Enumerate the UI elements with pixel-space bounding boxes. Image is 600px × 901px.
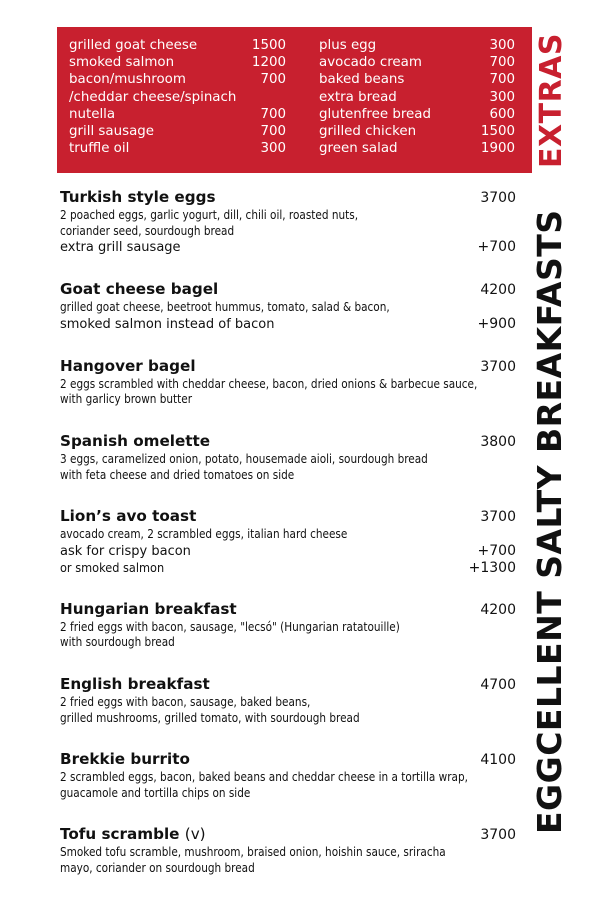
extra-name: grilled goat cheese xyxy=(69,38,198,53)
item-extra-label: extra grill sausage xyxy=(60,240,181,256)
extras-row xyxy=(69,89,286,106)
menu-item xyxy=(60,600,516,651)
menu-item xyxy=(60,825,516,876)
item-name: English breakfast xyxy=(60,674,210,693)
item-price: 3700 xyxy=(480,509,516,526)
item-extra-price: +700 xyxy=(477,239,516,256)
item-description: with feta cheese and dried tomatoes on side xyxy=(60,467,295,482)
extras-panel xyxy=(57,27,532,173)
extras-row xyxy=(319,106,515,123)
extras-row xyxy=(69,54,286,71)
menu-item xyxy=(60,507,516,576)
item-price: 4200 xyxy=(480,601,516,618)
extra-name: /cheddar cheese/spinach xyxy=(69,89,237,105)
item-price: 3700 xyxy=(480,358,516,375)
extra-name: grilled chicken xyxy=(319,124,417,140)
item-name: Brekkie burrito xyxy=(60,750,190,769)
item-extra-label: ask for crispy bacon xyxy=(60,543,191,559)
item-description: grilled goat cheese, beetroot hummus, tomato, salad & bacon, xyxy=(60,300,390,315)
extra-price: 1500 xyxy=(480,124,515,140)
item-extra-label: or smoked salmon xyxy=(60,559,165,575)
item-price: 4200 xyxy=(480,282,516,299)
extra-name: bacon/mushroom xyxy=(69,72,186,88)
item-description: 3 eggs, caramelized onion, potato, housemade aioli, sourdough bread xyxy=(60,451,428,466)
extra-name: avocado cream xyxy=(319,55,422,71)
item-description: guacamole and tortilla chips on side xyxy=(60,785,251,800)
item-name: Turkish style eggs xyxy=(60,188,216,206)
menu-item xyxy=(60,750,516,801)
item-name: Hangover bagel xyxy=(60,356,196,375)
item-description: 2 fried eggs with bacon, sausage, "lecsó" (Hungarian ratatouille) xyxy=(60,619,400,634)
item-price: 3800 xyxy=(480,433,516,450)
extras-row xyxy=(319,37,515,54)
extra-price: 300 xyxy=(489,38,515,53)
extra-price: 700 xyxy=(260,124,286,140)
item-price: 3700 xyxy=(480,190,516,206)
item-description: coriander seed, sourdough bread xyxy=(60,223,235,238)
item-extra-label: smoked salmon instead of bacon xyxy=(60,316,275,332)
extras-row xyxy=(69,106,286,123)
extra-name: truffle oil xyxy=(69,141,130,157)
extra-price: 1900 xyxy=(480,141,515,157)
extras-row xyxy=(319,71,515,88)
item-description: 2 scrambled eggs, bacon, baked beans and cheddar cheese in a tortilla wrap, xyxy=(60,770,468,785)
extra-name: glutenfree bread xyxy=(319,106,431,122)
extra-price: 1500 xyxy=(251,38,286,53)
menu-item xyxy=(60,675,516,726)
extras-row xyxy=(319,140,515,157)
menu-item xyxy=(60,280,516,333)
extra-price: 300 xyxy=(489,89,515,105)
extra-price: 700 xyxy=(489,55,515,71)
item-extra-price: +700 xyxy=(477,542,516,559)
extra-price: 300 xyxy=(260,141,286,157)
extra-name: extra bread xyxy=(319,89,397,105)
extras-row xyxy=(319,123,515,140)
vegan-tag: (v) xyxy=(184,825,206,844)
item-description: with sourdough bread xyxy=(60,635,175,650)
item-description: 2 poached eggs, garlic yogurt, dill, chili oil, roasted nuts, xyxy=(60,208,359,222)
extras-row xyxy=(319,54,515,71)
extra-name: baked beans xyxy=(319,72,405,88)
item-name: Hungarian breakfast xyxy=(60,599,237,618)
extras-row xyxy=(69,37,286,54)
item-price: 3700 xyxy=(480,827,516,844)
extras-row xyxy=(69,123,286,140)
breakfast-menu-list xyxy=(60,188,516,901)
item-description: 2 fried eggs with bacon, sausage, baked beans, xyxy=(60,694,311,709)
extra-name: green salad xyxy=(319,141,398,157)
item-description: 2 eggs scrambled with cheddar cheese, bacon, dried onions & barbecue sauce, xyxy=(60,376,478,391)
extra-name: smoked salmon xyxy=(69,55,175,71)
extra-name: grill sausage xyxy=(69,124,155,140)
item-name: Spanish omelette xyxy=(60,431,211,450)
menu-item xyxy=(60,432,516,483)
item-extra-price: +900 xyxy=(477,315,516,332)
extra-price: 600 xyxy=(489,106,515,122)
item-description: avocado cream, 2 scrambled eggs, italian hard cheese xyxy=(60,527,348,542)
extras-row xyxy=(319,89,515,106)
extras-row xyxy=(69,140,286,157)
section-title: EGGCELLENT SALTY BREAKFASTS xyxy=(530,209,569,834)
extra-price: 700 xyxy=(260,72,286,88)
item-name xyxy=(60,825,206,844)
item-description: mayo, coriander on sourdough bread xyxy=(60,860,255,875)
item-description: Smoked tofu scramble, mushroom, braised onion, hoishin sauce, sriracha xyxy=(60,845,446,860)
extra-name: nutella xyxy=(69,106,116,122)
extra-price: 700 xyxy=(260,106,286,122)
item-name-text: Tofu scramble xyxy=(60,825,180,844)
item-extra-price: +1300 xyxy=(468,559,516,576)
item-price: 4100 xyxy=(480,752,516,769)
extra-price: 1200 xyxy=(251,55,286,71)
extras-title: EXTRAS xyxy=(534,32,569,168)
item-name: Goat cheese bagel xyxy=(60,280,219,299)
item-price: 4700 xyxy=(480,676,516,693)
extra-price: 700 xyxy=(489,72,515,88)
item-description: with garlicy brown butter xyxy=(60,392,193,407)
extras-row xyxy=(69,71,286,88)
extras-left-column xyxy=(69,37,286,157)
extra-name: plus egg xyxy=(319,38,377,53)
menu-item xyxy=(60,188,516,256)
extras-right-column xyxy=(319,37,515,157)
item-name: Lion’s avo toast xyxy=(60,507,197,526)
menu-item xyxy=(60,357,516,408)
item-description: grilled mushrooms, grilled tomato, with sourdough bread xyxy=(60,710,360,725)
